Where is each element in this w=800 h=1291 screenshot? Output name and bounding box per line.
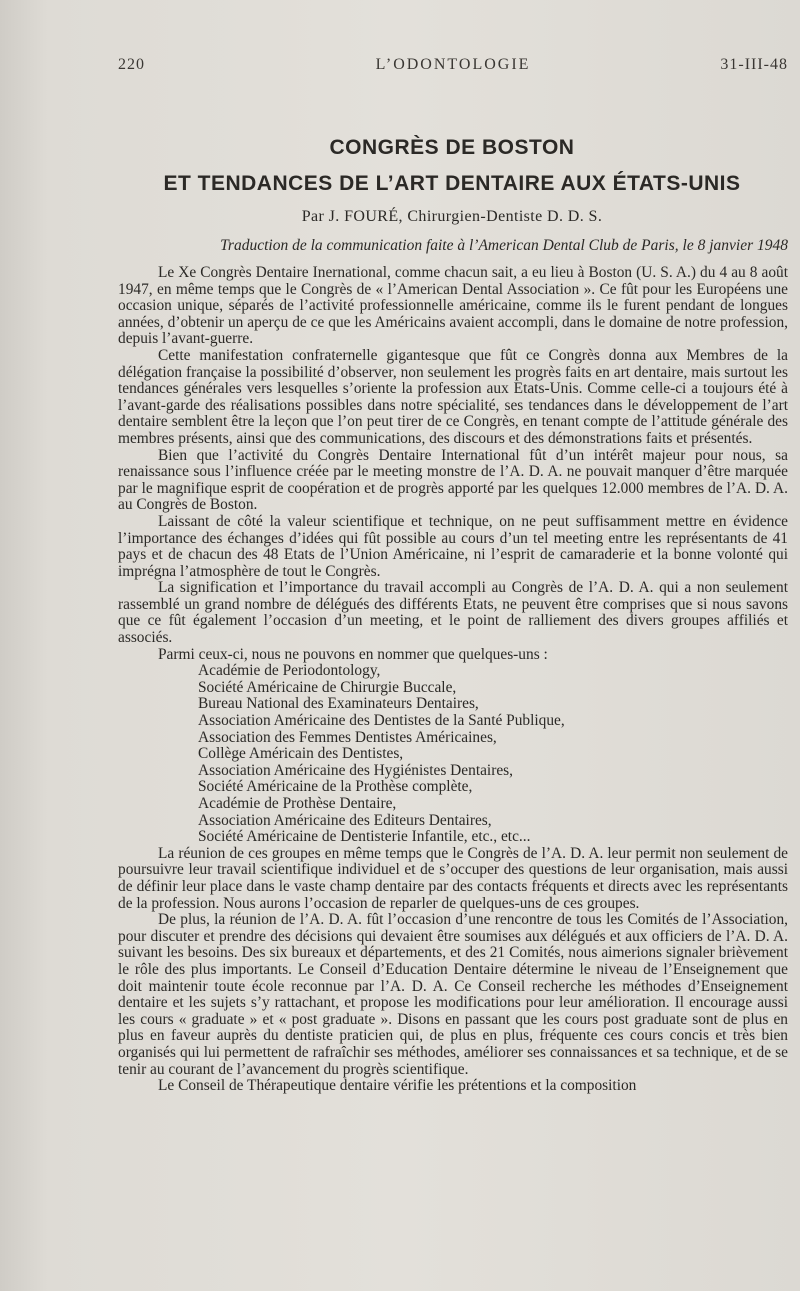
issue-date: 31-III-48 <box>720 56 788 73</box>
paragraph: Le Conseil de Thérapeutique dentaire vérifie les prétentions et la composition <box>158 1077 637 1095</box>
article-body <box>118 265 788 1095</box>
paragraph: Parmi ceux-ci, nous ne pouvons en nommer que quelques-uns : <box>158 645 548 663</box>
paragraph: Le Xe Congrès Dentaire Inernational, comme chacun sait, a eu lieu à Boston (U. S. A.) du 4 au 8 août 1947, en même temps que le Congrès de « l’American Dental Association ». Ce fût pour les Européens une occasion unique, séparés de l’activité professionnelle américaine, comme ils le furent pendant de longues années, d’obtenir un aperçu de ce que les Américains avaient accompli, dans le domaine de notre profession, depuis l’avant-guerre. <box>118 264 788 348</box>
paragraph: La signification et l’importance du travail accompli au Congrès de l’A. D. A. qui a non seulement rassemblé un grand nombre de délégués des différents Etats, ne peuvent être comprises que si nous savons que ce fût également l’occasion d’un meeting, et le point de ralliement des divers groupes affiliés et associés. <box>118 579 788 647</box>
paragraph: La réunion de ces groupes en même temps que le Congrès de l’A. D. A. leur permit non seulement de poursuivre leur travail scientifique individuel et de s’occuper des questions de leur organisation, mais aussi de définir leur place dans le vaste champ dentaire par des contacts fréquents et directs avec les représentants de la profession. Nous aurons l’occasion de reparler de quelques-uns de ces groupes. <box>118 844 788 912</box>
paragraph: Laissant de côté la valeur scientifique et technique, on ne peut suffisamment mettre en évidence l’importance des échanges d’idées qui fût possible au cours d’un tel meeting entre les représentants de 41 pays et de chacun des 48 Etats de l’Union Américaine, ni l’esprit de camaraderie et la bonne volonté qui imprégna l’atmosphère de tout le Congrès. <box>118 512 788 580</box>
article-title-line-1: CONGRÈS DE BOSTON <box>329 136 575 159</box>
page-number: 220 <box>118 56 145 73</box>
list-item: Société Américaine de la Prothèse complète, <box>198 778 473 796</box>
list-item: Collège Américain des Dentistes, <box>198 745 404 763</box>
list-item: Société Américaine de Dentisterie Infantile, etc., etc... <box>198 828 531 846</box>
list-item: Association Américaine des Editeurs Dentaires, <box>198 811 492 829</box>
list-item: Association Américaine des Dentistes de la Santé Publique, <box>198 712 565 730</box>
author-byline: Par J. FOURÉ, Chirurgien-Dentiste D. D. S. <box>301 208 603 225</box>
list-item: Association des Femmes Dentistes Américaines, <box>198 728 497 746</box>
list-item: Bureau National des Examinateurs Dentaires, <box>198 695 479 713</box>
list-item: Association Américaine des Hygiénistes Dentaires, <box>198 761 513 779</box>
list-item: Académie de Prothèse Dentaire, <box>198 795 397 812</box>
paragraph: Bien que l’activité du Congrès Dentaire International fût d’un intérêt majeur pour nous, sa renaissance sous l’influence créée par le meeting monstre de l’A. D. A. ne pouvait manquer d’être marquée par le magnifique esprit de coopération et de progrès apporté par les quelques 12.000 membres de l’A. D. A. au Congrès de Boston. <box>118 446 788 514</box>
article-title-line-2: ET TENDANCES DE L’ART DENTAIRE AUX ÉTATS-UNIS <box>163 172 741 195</box>
journal-title: L’ODONTOLOGIE <box>375 56 531 73</box>
list-item: Académie de Periodontology, <box>198 662 381 680</box>
article-heading <box>118 136 786 226</box>
groups-list <box>118 663 788 846</box>
translation-note: Traduction de la communication faite à l’American Dental Club de Paris, le 8 janvier 1948 <box>220 237 788 254</box>
list-item: Société Américaine de Chirurgie Buccale, <box>198 678 457 696</box>
paragraph: Cette manifestation confraternelle gigantesque que fût ce Congrès donna aux Membres de la délégation française la possibilité d’observer, non seulement les progrès faits en art dentaire, mais surtout les tendances générales vers lesquelles s’oriente la profession aux Etats-Unis. Comme celle-ci a toujours été à l’avant-garde des réalisations possibles dans notre spécialité, ses tendances dans le développement de l’art dentaire semblent être la leçon que l’on peut tirer de ce Congrès, en tenant compte de l’attitude générale des membres présents, ainsi que des communications, des discours et des démonstrations faits et présentés. <box>118 346 788 447</box>
paragraph: De plus, la réunion de l’A. D. A. fût l’occasion d’une rencontre de tous les Comités de l’Association, pour discuter et prendre des décisions qui devaient être soumises aux délégués et aux officiers de l’A. D. A. suivant les besoins. Des six bureaux et départements, et des 21 Comités, nous aimerions signaler brièvement le rôle des plus importants. Le Conseil d’Education Dentaire détermine le niveau de l’Enseignement que doit maintenir toute école reconnue par l’A. D. A. Ce Conseil recherche les méthodes d’Enseignement dentaire et les sujets s’y rattachant, et propose les modifications pour leur amélioration. Il encourage aussi les cours « graduate » et « post graduate ». Disons en passant que les cours post graduate sont de plus en plus en faveur auprès du dentiste praticien qui, de plus en plus, fréquente ces cours concis et très bien organisés qui lui permettent de rafraîchir ses méthodes, améliorer ses connaissances et sa technique, et de se tenir au courant de l’avancement du progrès scientifique. <box>118 911 788 1078</box>
